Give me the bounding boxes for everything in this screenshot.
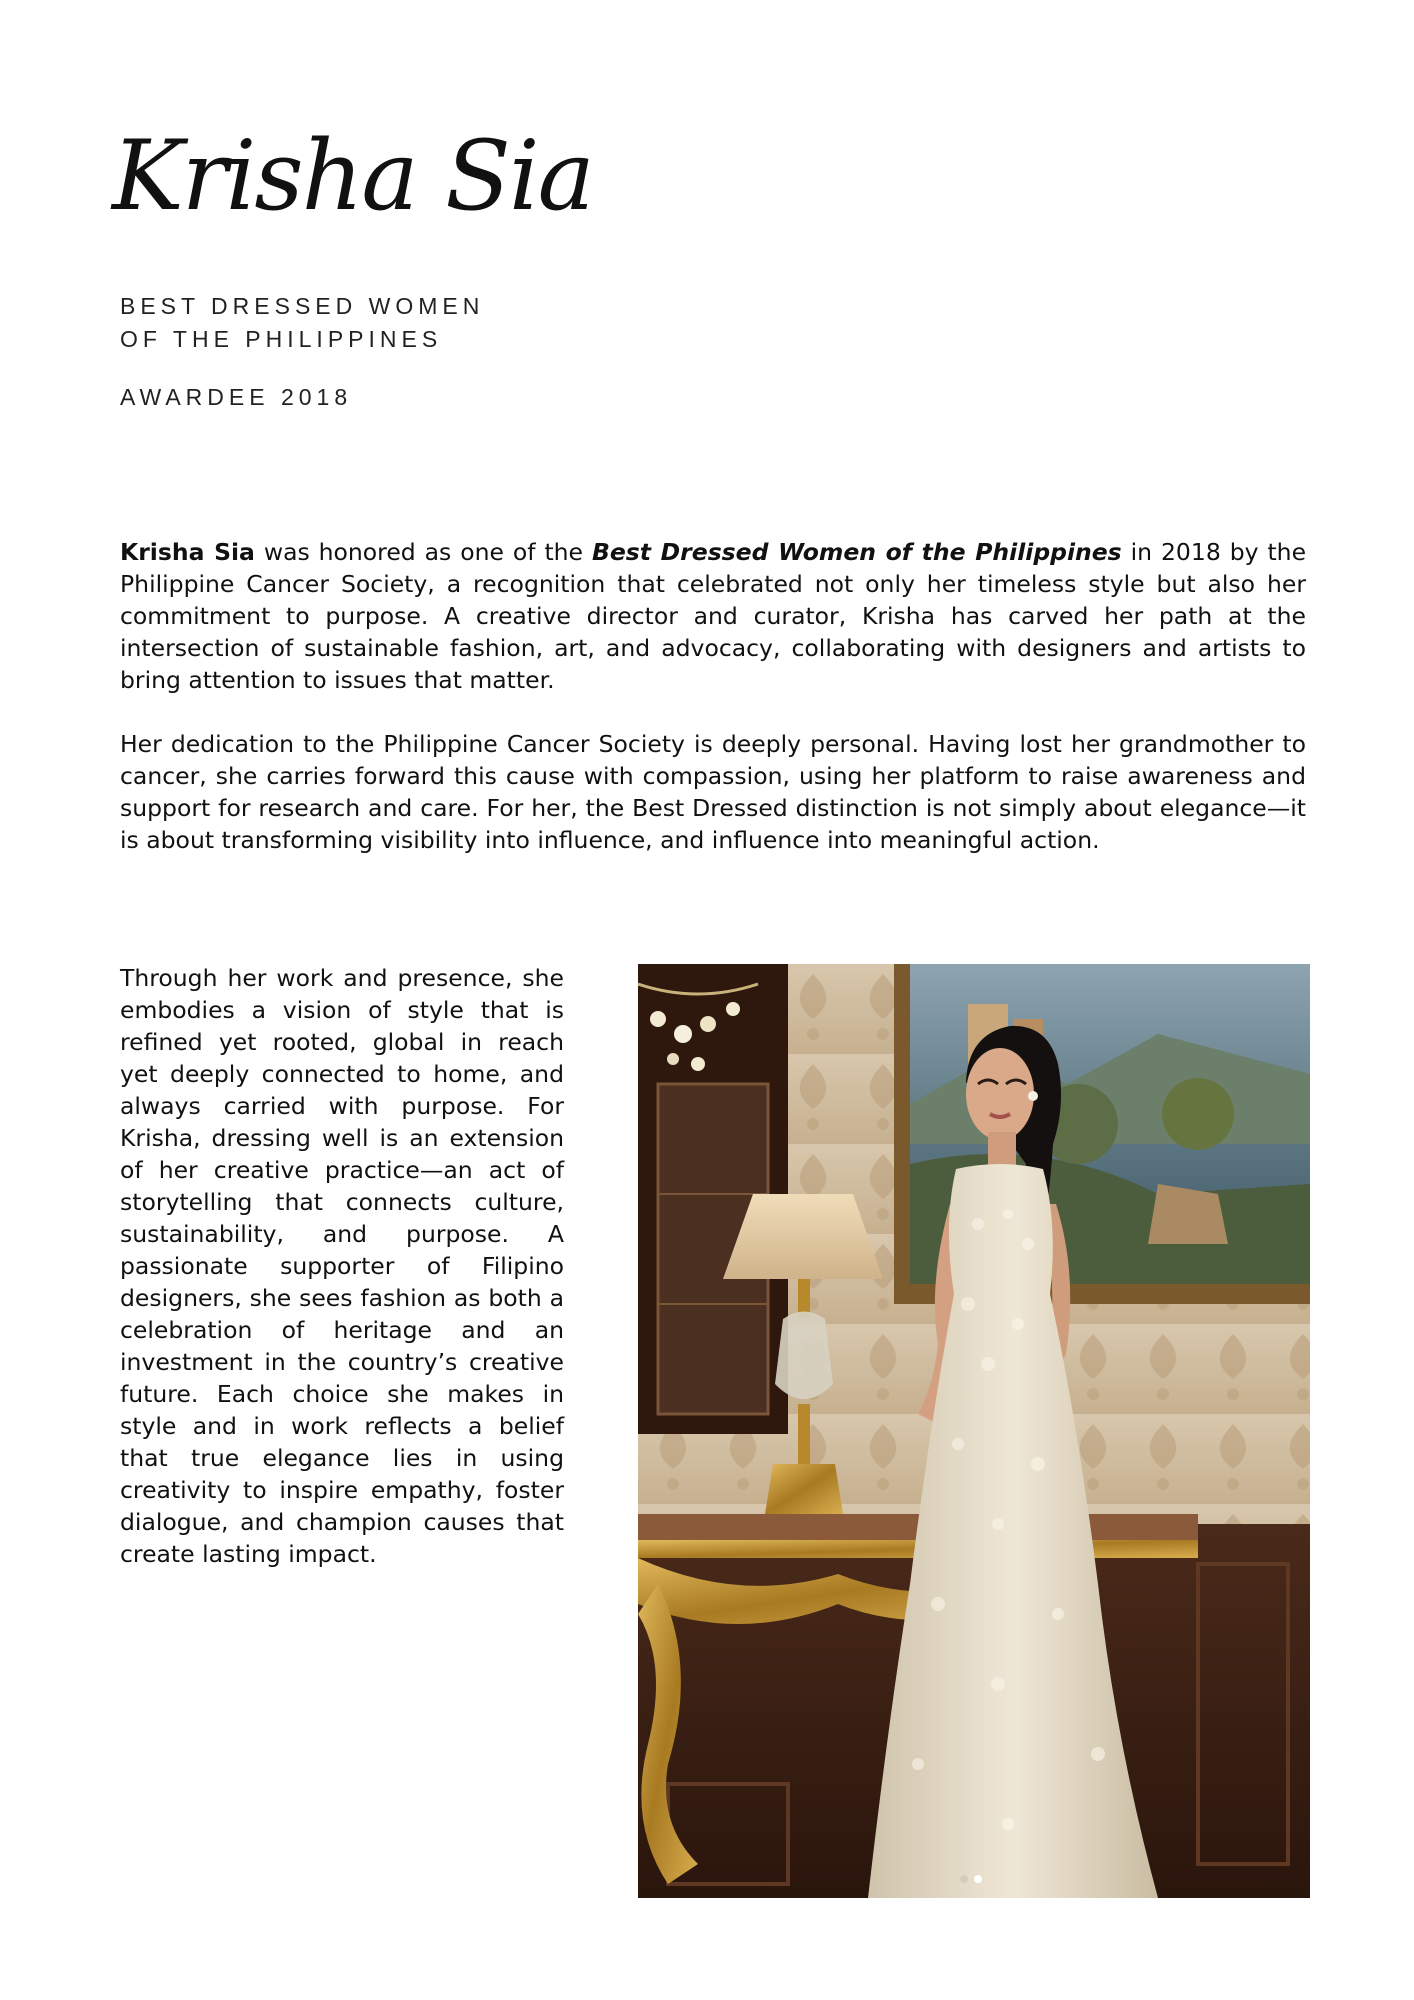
awardee-year: AWARDEE 2018 xyxy=(120,384,353,410)
award-subtitle-line-2: OF THE PHILIPPINES xyxy=(120,326,443,352)
name-signature-title: Krisha Sia xyxy=(112,120,593,232)
award-subtitle-line-1: BEST DRESSED WOMEN xyxy=(120,293,485,319)
portrait-photo xyxy=(638,964,1310,1898)
face xyxy=(966,1048,1034,1140)
portrait-illustration xyxy=(638,964,1310,1898)
carousel-dot-1 xyxy=(960,1875,968,1883)
bio-name-bold: Krisha Sia xyxy=(120,538,255,566)
bio-award-title xyxy=(592,538,1122,566)
bio-award-title-italic: Best Dressed Women of the Philippines xyxy=(591,538,1122,566)
carousel-dot-2 xyxy=(974,1875,982,1883)
bio-text-a: was honored as one of the xyxy=(254,538,592,566)
bio-paragraph-1 xyxy=(120,536,1306,696)
award-subtitle xyxy=(120,290,484,356)
pearl-earring xyxy=(1028,1091,1038,1101)
bio-paragraph-2: Her dedication to the Philippine Cancer Society is deeply personal. Having lost her grandmother to cancer, she carries forward this cause with compassion, using her platform to raise awareness and support for research and care. For her, the Best Dressed distinction is not simply about elegance—it is about transforming visibility into influence, and influence into meaningful action. xyxy=(120,730,1306,854)
bio-text-b: in 2018 by the Philippine Cancer Society, a recognition that celebrated not only her timeless style but also her commitment to purpose. A creative director and curator, Krisha has carved her path at the intersection of sustainable fashion, art, and advocacy, collaborating with designers and artists to bring attention to issues that matter. xyxy=(120,538,1307,694)
bio-paragraph-3: Through her work and presence, she embodies a vision of style that is refined yet rooted, global in reach yet deeply connected to home, and always carried with purpose. For Krisha, dressing well is an extension of her creative practice—an act of storytelling that connects culture, sustainability, and purpose. A passionate supporter of Filipino designers, she sees fashion as both a celebration of heritage and an investment in the country’s creative future. Each choice she makes in style and in work reflects a belief that true elegance lies in using creativity to inspire empathy, foster dialogue, and champion causes that create lasting impact. xyxy=(120,964,564,1568)
